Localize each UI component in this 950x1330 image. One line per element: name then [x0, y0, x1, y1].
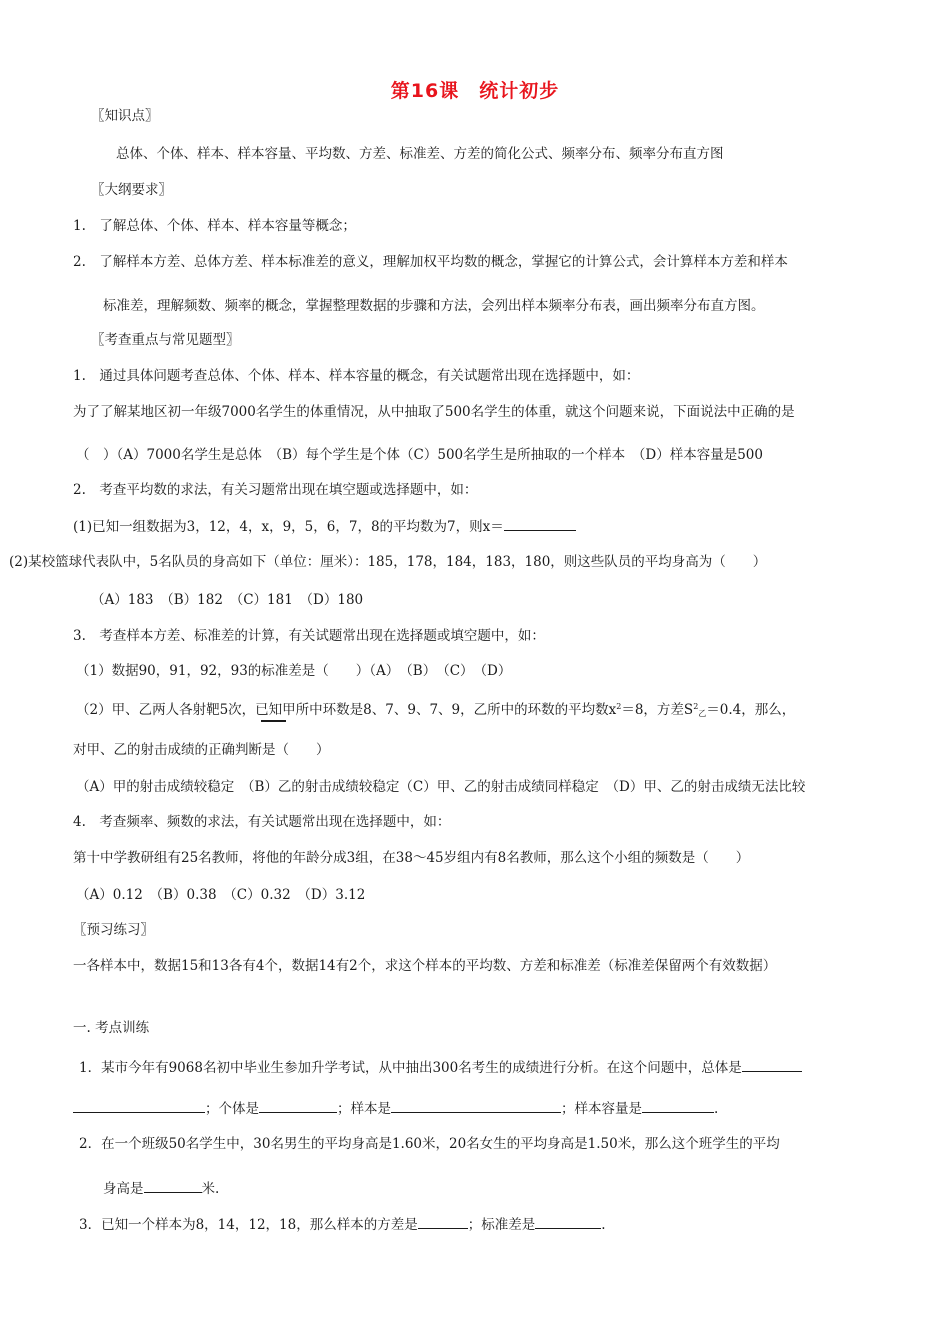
superscript: 2 — [616, 702, 622, 711]
overline-mark — [261, 720, 286, 722]
question-text: ＝0.4，那么， — [706, 702, 796, 718]
subscript: 乙 — [698, 709, 707, 718]
question-text: . — [714, 1101, 719, 1117]
preview-body: 一各样本中，数据15和13各有4个，数据14有2个，求这个样本的平均数、方差和标准差（标准差保留两个有效数据） — [73, 958, 777, 974]
question-text: 米. — [201, 1181, 220, 1197]
question-text: ；标准差是 — [467, 1217, 536, 1233]
answer-blank — [73, 1098, 205, 1113]
answer-blank — [391, 1098, 561, 1113]
superscript: 2 — [693, 702, 699, 711]
focus-point-3-question-2-cont: 对甲、乙的射击成绩的正确判断是（ ） — [73, 742, 330, 758]
training-question-2-cont — [103, 1178, 219, 1199]
focus-point-4-options: （A）0.12 （B）0.38 （C）0.32 （D）3.12 — [76, 887, 366, 903]
focus-point-3-options: （A）甲的射击成绩较稳定 （B）乙的射击成绩较稳定（C）甲、乙的射击成绩同样稳定 （D）甲、乙的射击成绩无法比较 — [76, 779, 806, 795]
answer-blank — [642, 1098, 714, 1113]
focus-point-1-question: 为了了解某地区初一年级7000名学生的体重情况，从中抽取了500名学生的体重，就这个问题来说，下面说法中正确的是 — [73, 404, 795, 420]
answer-blank — [535, 1214, 601, 1229]
focus-point-4-question: 第十中学教研组有25名教师，将他的年龄分成3组，在38～45岁组内有8名教师，那么这个小组的频数是（ ） — [73, 850, 750, 866]
outline-heading: 〖大纲要求〗 — [91, 182, 172, 198]
knowledge-body: 总体、个体、样本、样本容量、平均数、方差、标准差、方差的简化公式、频率分布、频率分布直方图 — [116, 146, 724, 162]
answer-blank — [144, 1178, 202, 1193]
answer-blank — [742, 1057, 802, 1072]
question-text: . — [601, 1217, 606, 1233]
question-text: ＝8，方差S — [621, 702, 694, 718]
question-text: ；样本容量是 — [561, 1101, 642, 1117]
focus-point-2-question-2: (2)某校篮球代表队中，5名队员的身高如下（单位：厘米）：185，178，184，183，180，则这些队员的平均身高为（ ） — [9, 554, 767, 570]
focus-point-4: 4. 考查频率、频数的求法，有关试题常出现在选择题中，如： — [73, 814, 451, 830]
focus-point-1-options: （ ）（A）7000名学生是总体 （B）每个学生是个体（C）500名学生是所抽取的一个样本 （D）样本容量是500 — [76, 447, 763, 463]
preview-heading: 〖预习练习〗 — [73, 922, 154, 938]
question-text: （2）甲、乙两人各射靶5次，已知甲所中环数是8、7、9、7、9，乙所中的环数的平均数x — [76, 702, 617, 718]
focus-heading: 〖考查重点与常见题型〗 — [91, 332, 240, 348]
knowledge-heading: 〖知识点〗 — [91, 108, 159, 124]
training-question-1-cont — [73, 1098, 718, 1119]
focus-point-3-question-2 — [76, 697, 795, 724]
training-question-3 — [79, 1214, 606, 1235]
answer-blank — [418, 1214, 468, 1229]
question-text: (1)已知一组数据为3，12，4，x，9，5，6，7，8的平均数为7，则x＝ — [73, 519, 504, 535]
focus-point-2-options: （A）183 （B）182 （C）181 （D）180 — [91, 592, 364, 608]
training-question-1 — [79, 1057, 802, 1078]
answer-blank — [259, 1098, 337, 1113]
outline-item-1: 1. 了解总体、个体、样本、样本容量等概念； — [73, 218, 356, 234]
question-text: ；个体是 — [205, 1101, 259, 1117]
question-text: ；样本是 — [337, 1101, 391, 1117]
question-text: 身高是 — [103, 1181, 144, 1197]
training-question-2: 2．在一个班级50名学生中，30名男生的平均身高是1.60米，20名女生的平均身高是1.50米，那么这个班学生的平均 — [79, 1136, 780, 1152]
focus-point-3: 3. 考查样本方差、标准差的计算，有关试题常出现在选择题或填空题中，如： — [73, 628, 545, 644]
focus-point-2-question-1 — [73, 516, 576, 537]
focus-point-2: 2. 考查平均数的求法，有关习题常出现在填空题或选择题中，如： — [73, 482, 478, 498]
focus-point-3-question-1: （1）数据90，91，92，93的标准差是（ ）（A） （B） （C） （D） — [76, 663, 512, 679]
answer-blank — [504, 516, 576, 531]
page-title: 第16课 统计初步 — [390, 80, 560, 102]
outline-item-2-cont: 标准差，理解频数、频率的概念，掌握整理数据的步骤和方法，会列出样本频率分布表，画出频率分布直方图。 — [103, 298, 765, 314]
question-text: 3．已知一个样本为8，14，12，18，那么样本的方差是 — [79, 1217, 418, 1233]
focus-point-1: 1. 通过具体问题考查总体、个体、样本、样本容量的概念，有关试题常出现在选择题中，如： — [73, 368, 640, 384]
outline-item-2: 2. 了解样本方差、总体方差、样本标准差的意义，理解加权平均数的概念，掌握它的计算公式，会计算样本方差和样本 — [73, 254, 788, 270]
question-text: 1．某市今年有9068名初中毕业生参加升学考试，从中抽出300名考生的成绩进行分析。在这个问题中，总体是 — [79, 1060, 742, 1076]
training-heading: 一. 考点训练 — [73, 1020, 150, 1036]
